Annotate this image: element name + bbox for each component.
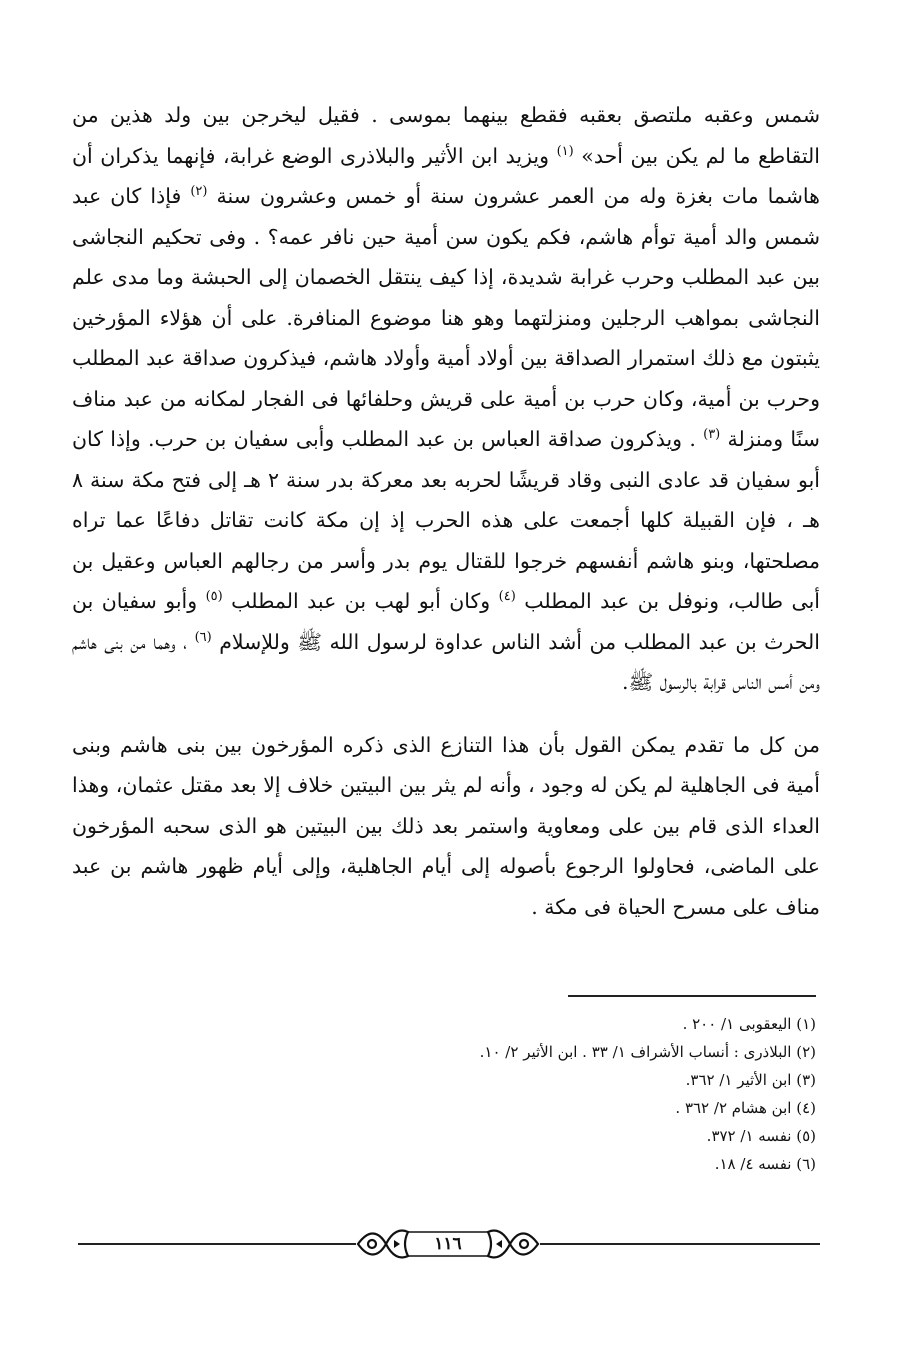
footnote-ref-5: (٥) (205, 589, 223, 605)
page-body (72, 95, 820, 927)
footnote-6: (٦) نفسه ٤/ ١٨. (714, 1155, 816, 1173)
bottom-rule-left (78, 1243, 356, 1245)
footnote-separator (568, 995, 816, 997)
footnote-ref-1: (١) (556, 143, 574, 159)
main-paragraph (72, 95, 820, 703)
footnote-ref-4: (٤) (498, 589, 516, 605)
footnote-4: (٤) ابن هشام ٢/ ٣٦٢ . (675, 1099, 816, 1117)
text-span: شمس وعقبه ملتصق بعقبه فقطع بينهما بموسى . فقيل ليخرجن بين ولد هذين من التقاطع ما لم يكن بين أحد» (72, 103, 820, 168)
footnote-ref-6: (٦) (194, 629, 212, 645)
text-span: فإذا كان عبد شمس والد أمية توأم هاشم، فكم يكون سن أمية حين نافر عمه؟ . وفى تحكيم النجاشى بين عبد المطلب وحرب غرابة شديدة، إذا كيف ينتقل الخصمان إلى الحبشة وما مدى علم النجاشى بمواهب الرجلين ومنزلتهما وهو هنا موضوع المنافرة. على أن هؤلاء المؤرخين يثبتون مع ذلك استمرار الصداقة بين أولاد أمية وأولاد هاشم، فيذكرون صداقة عبد المطلب وحرب بن أمية، وكان حرب بن أمية على قريش وحلفائها فى الفجار لمكانه من عبد مناف سنًا ومنزلة (72, 184, 820, 451)
footnote-1: (١) اليعقوبى ١/ ٢٠٠ . (682, 1015, 816, 1033)
text-span: وأبو سفيان بن الحرث بن عبد المطلب من أشد الناس عداوة لرسول الله ﷺ وللإسلام (72, 589, 820, 654)
footnote-2: (٢) البلاذرى : أنساب الأشراف ١/ ٣٣ . ابن الأثير ٢/ ١٠. (479, 1043, 816, 1061)
footnote-3: (٣) ابن الأثير ١/ ٣٦٢. (685, 1071, 816, 1089)
footnote-ref-3: (٣) (703, 427, 721, 443)
footnote-ref-2: (٢) (190, 184, 208, 200)
conclusion-paragraph: من كل ما تقدم يمكن القول بأن هذا التنازع الذى ذكره المؤرخون بين بنى هاشم وبنى أمية فى الجاهلية لم يكن له وجود ، وأنه لم يثر بين البيتين خلاف إلا بعد مقتل عثمان، وهذا العداء الذى قام بين على ومعاوية واستمر بعد ذلك بين البيتين هو الذى سحبه المؤرخون على الماضى، فحاولوا الرجوع بأصوله إلى أيام الجاهلية، وإلى أيام ظهور هاشم بن عبد مناف على مسرح الحياة فى مكة . (72, 732, 820, 919)
text-span: ويزيد ابن الأثير والبلاذرى الوضع غرابة، فإنهما يذكران أن هاشما مات بغزة وله من العمر عشرون سنة أو خمس وعشرون سنة (72, 143, 820, 208)
footnotes (380, 1010, 816, 1178)
text-span: ، وهما من بنى هاشم ومن أمس الناس قرابة بالرسول ﷺ. (72, 629, 820, 694)
bottom-rule-right (540, 1243, 820, 1245)
text-span: . ويذكرون صداقة العباس بن عبد المطلب وأبى سفيان بن حرب. وإذا كان أبو سفيان قد عادى النبى وقاد قريشًا لحربه بعد معركة بدر سنة ٢ هـ إلى فتح مكة سنة ٨ هـ ، فإن القبيلة كلها أجمعت على هذه الحرب إذ إن مكة كانت تقاتل دفاعًا عما تراه مصلحتها، وبنو هاشم أنفسهم خرجوا للقتال يوم بدر وأسر من رجالهم العباس وعقيل بن أبى طالب، ونوفل بن عبد المطلب (72, 427, 820, 613)
page-number: ١١٦ (434, 1234, 462, 1254)
footnote-5: (٥) نفسه ١/ ٣٧٢. (706, 1127, 816, 1145)
text-span: وكان أبو لهب بن عبد المطلب (231, 589, 491, 613)
